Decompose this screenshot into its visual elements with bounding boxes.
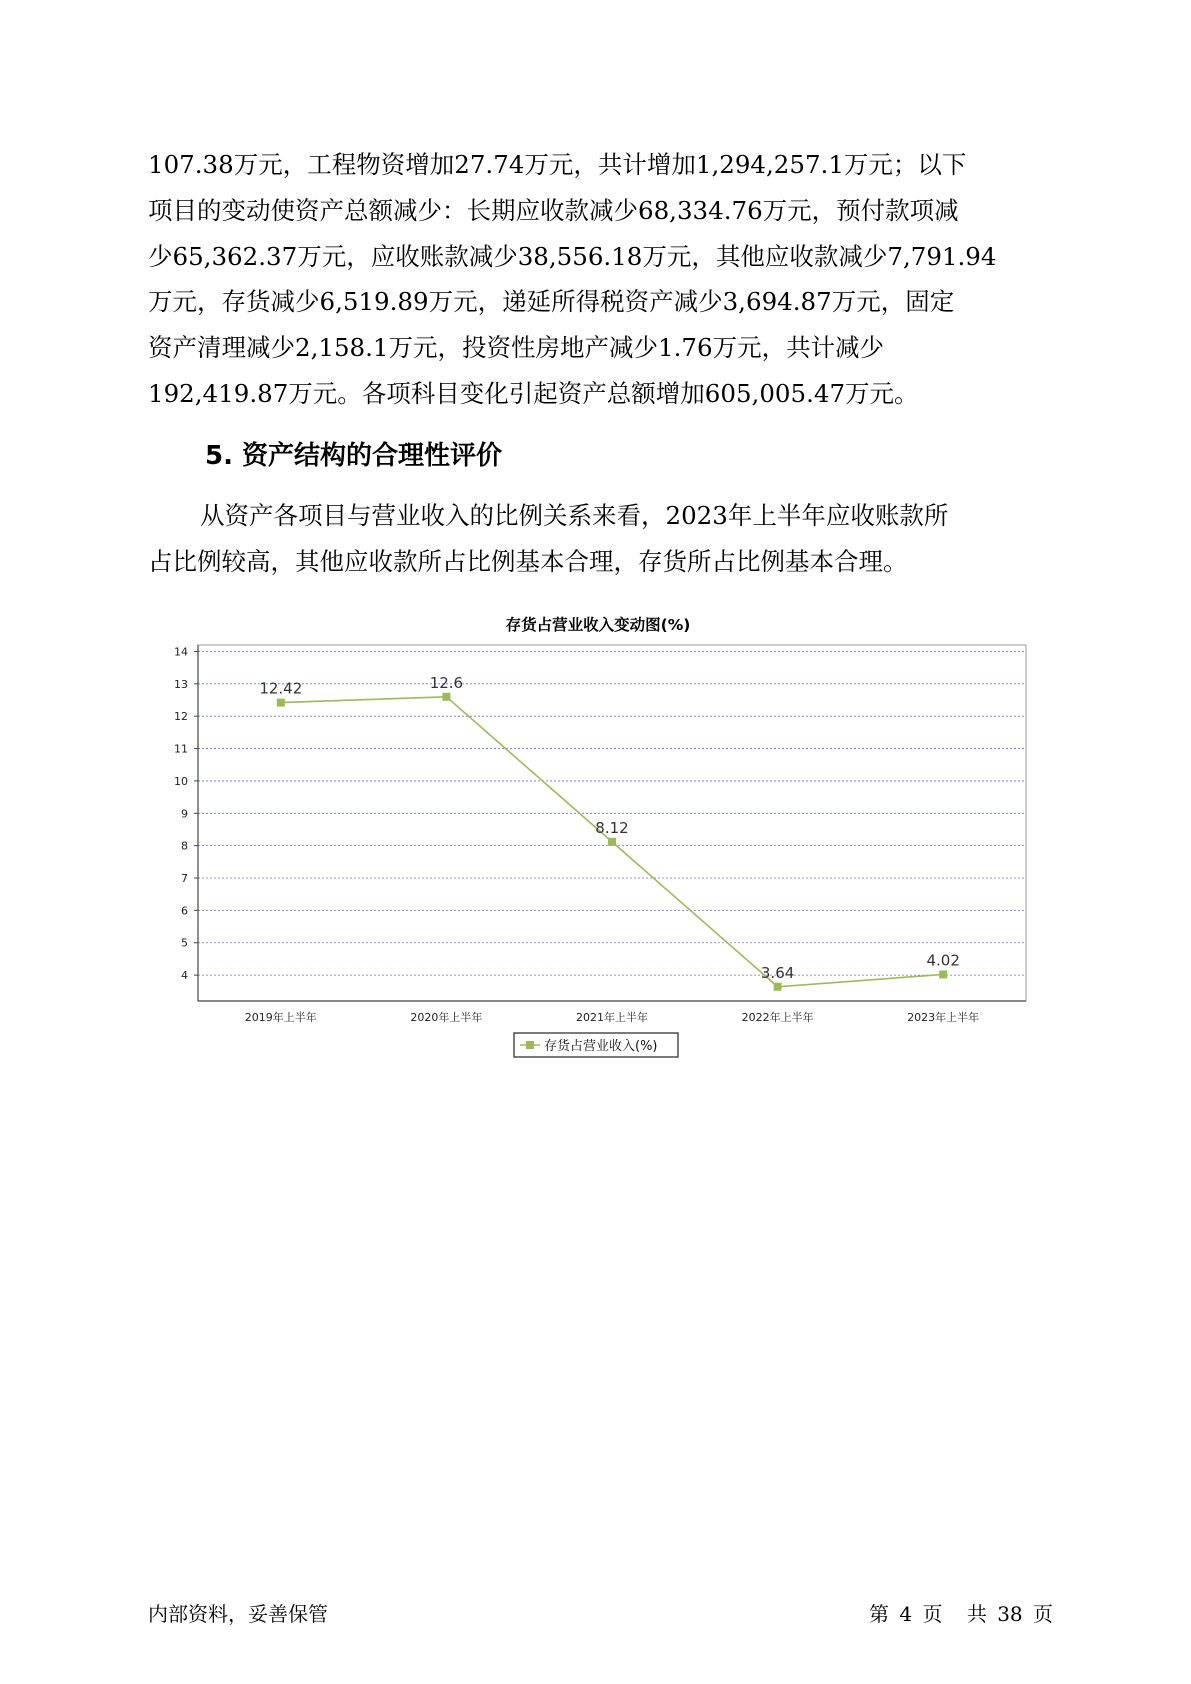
page-prefix: 第 <box>869 1602 890 1626</box>
paragraph-asset-changes <box>148 142 1048 417</box>
y-tick-label: 7 <box>181 872 188 886</box>
y-tick-label: 9 <box>181 807 188 821</box>
y-tick-label: 12 <box>174 710 188 724</box>
paragraph-structure-evaluation <box>148 493 1048 585</box>
text-line: 107.38万元，工程物资增加27.74万元，共计增加1,294,257.1万元；以下 <box>148 150 967 179</box>
data-point <box>277 699 285 707</box>
section-heading: 5. 资产结构的合理性评价 <box>205 441 503 471</box>
y-tick-label: 4 <box>181 969 188 983</box>
text-line: 从资产各项目与营业收入的比例关系来看，2023年上半年应收账款所 <box>200 501 949 530</box>
series-layer <box>259 674 960 991</box>
data-point <box>774 983 782 991</box>
y-tick-label: 5 <box>181 936 188 950</box>
data-label: 8.12 <box>595 818 629 837</box>
page-suffix: 页 <box>922 1602 943 1626</box>
chart-legend <box>514 1033 678 1057</box>
total-prefix: 共 <box>966 1602 987 1626</box>
y-tick-label: 8 <box>181 839 188 853</box>
text-line: 占比例较高，其他应收款所占比例基本合理，存货所占比例基本合理。 <box>148 546 908 576</box>
total-pages: 38 <box>997 1602 1023 1626</box>
x-tick-label: 2021年上半年 <box>576 1011 648 1024</box>
data-point <box>608 838 616 846</box>
y-tick-label: 11 <box>174 742 188 756</box>
footer-confidential: 内部资料，妥善保管 <box>148 1602 328 1626</box>
data-label: 12.42 <box>259 679 303 698</box>
x-tick-label: 2020年上半年 <box>410 1011 483 1024</box>
data-label: 12.6 <box>429 673 464 692</box>
grid-layer <box>198 651 1026 975</box>
y-tick-label: 14 <box>174 645 188 659</box>
x-tick-label: 2022年上半年 <box>741 1011 814 1024</box>
text-line: 资产清理减少2,158.1万元，投资性房地产减少1.76万元，共计减少 <box>148 333 885 363</box>
y-tick-label: 13 <box>174 677 188 691</box>
total-suffix: 页 <box>1033 1602 1053 1626</box>
legend-marker-swatch <box>526 1041 534 1049</box>
data-label: 3.64 <box>760 963 795 982</box>
y-tick-label: 10 <box>174 774 188 788</box>
footer-page-info <box>865 1598 1053 1627</box>
text-line: 项目的变动使资产总额减少：长期应收款减少68,334.76万元，预付款项减 <box>148 195 959 225</box>
chart-svg <box>150 605 1030 1065</box>
x-tick-label: 2019年上半年 <box>244 1011 317 1024</box>
data-label: 4.02 <box>926 951 960 970</box>
inventory-ratio-chart <box>150 605 1030 1065</box>
x-tick-label: 2023年上半年 <box>907 1011 980 1024</box>
data-point <box>442 693 450 701</box>
y-tick-label: 6 <box>181 904 188 918</box>
legend-label: 存货占营业收入(%) <box>544 1039 658 1054</box>
text-line: 少65,362.37万元，应收账款减少38,556.18万元，其他应收款减少7,791.94 <box>148 241 997 271</box>
page-number: 4 <box>899 1602 913 1626</box>
chart-title: 存货占营业收入变动图(%) <box>505 616 691 634</box>
text-line: 192,419.87万元。各项科目变化引起资产总额增加605,005.47万元。 <box>148 378 919 408</box>
text-line: 万元，存货减少6,519.89万元，递延所得税资产减少3,694.87万元，固定 <box>148 287 955 317</box>
data-point <box>939 970 947 978</box>
